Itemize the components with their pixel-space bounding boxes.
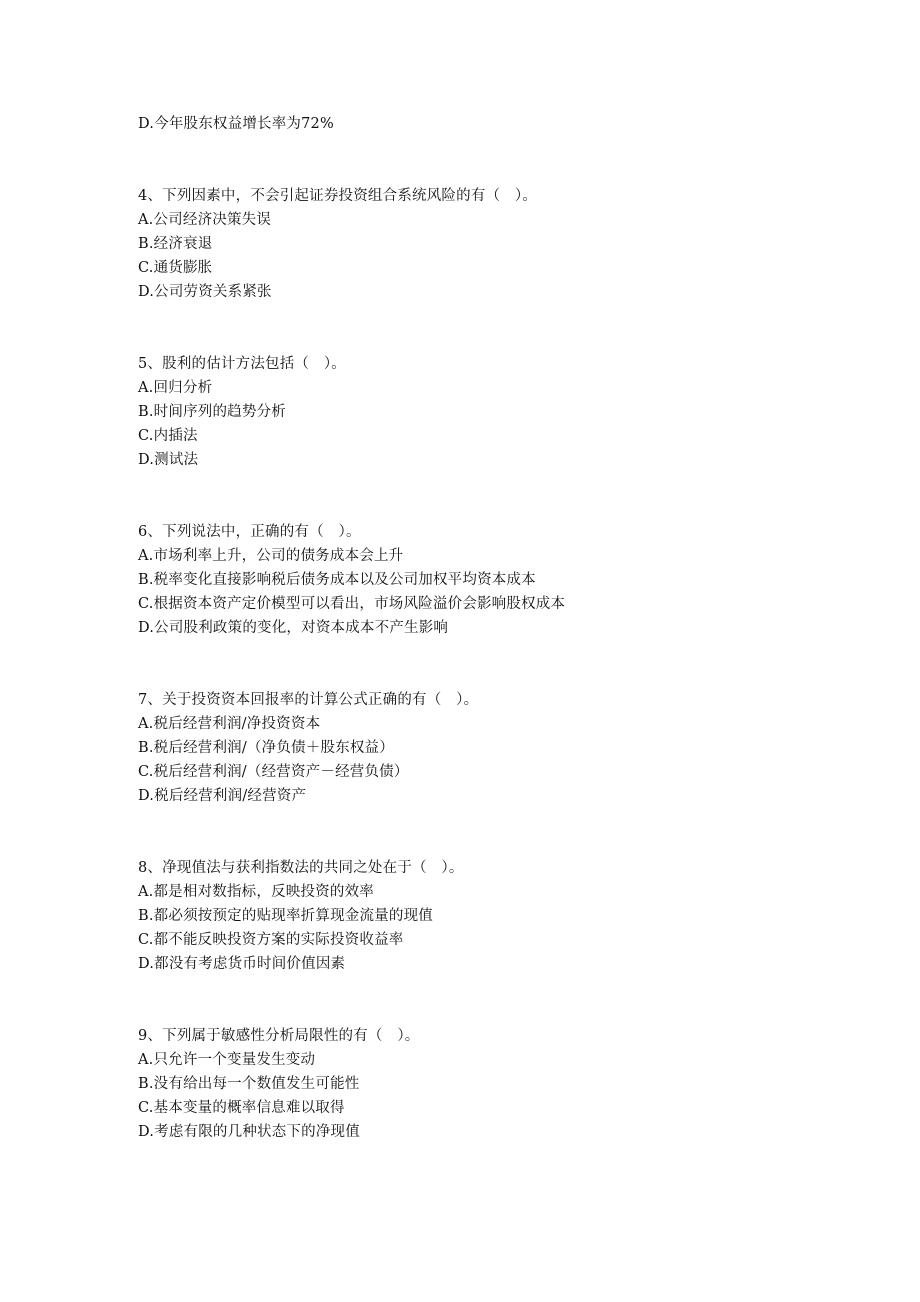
question-9 <box>138 1024 858 1144</box>
option-a: A.回归分析 <box>138 380 213 396</box>
option-b: B.都必须按预定的贴现率折算现金流量的现值 <box>138 908 433 924</box>
spacer <box>138 304 858 352</box>
option-c: C.根据资本资产定价模型可以看出，市场风险溢价会影响股权成本 <box>138 596 566 612</box>
option-b: B.经济衰退 <box>138 236 213 252</box>
question-6 <box>138 520 858 640</box>
option-d: D.公司股利政策的变化，对资本成本不产生影响 <box>138 620 449 636</box>
question-5 <box>138 352 858 472</box>
option-a: A.公司经济决策失误 <box>138 212 272 228</box>
option-d: D.都没有考虑货币时间价值因素 <box>138 956 346 972</box>
option-b: B.税率变化直接影响税后债务成本以及公司加权平均资本成本 <box>138 572 536 588</box>
option-b: B.税后经营利润/（净负债＋股东权益） <box>138 740 394 756</box>
document-content <box>138 112 858 1144</box>
option-d: D.税后经营利润/经营资产 <box>138 788 307 804</box>
option-a: A.只允许一个变量发生变动 <box>138 1052 316 1068</box>
question-7 <box>138 688 858 808</box>
option-b: B.没有给出每一个数值发生可能性 <box>138 1076 360 1092</box>
question-stem: 8、净现值法与获利指数法的共同之处在于（ ）。 <box>138 860 464 876</box>
option-c: C.通货膨胀 <box>138 260 213 276</box>
option-a: A.都是相对数指标，反映投资的效率 <box>138 884 374 900</box>
option-d: D.考虑有限的几种状态下的净现值 <box>138 1124 360 1140</box>
question-stem: 5、股利的估计方法包括（ ）。 <box>138 356 346 372</box>
option-d: D.测试法 <box>138 452 199 468</box>
option-c: C.税后经营利润/（经营资产－经营负债） <box>138 764 409 780</box>
spacer <box>138 136 858 184</box>
spacer <box>138 808 858 856</box>
option-b: B.时间序列的趋势分析 <box>138 404 286 420</box>
spacer <box>138 976 858 1024</box>
option-c: C.基本变量的概率信息难以取得 <box>138 1100 345 1116</box>
spacer <box>138 472 858 520</box>
option-c: C.内插法 <box>138 428 198 444</box>
question-8 <box>138 856 858 976</box>
question-4 <box>138 184 858 304</box>
option-a: A.税后经营利润/净投资资本 <box>138 716 321 732</box>
option-c: C.都不能反映投资方案的实际投资收益率 <box>138 932 404 948</box>
option-d: D.公司劳资关系紧张 <box>138 284 272 300</box>
option-a: A.市场利率上升，公司的债务成本会上升 <box>138 548 404 564</box>
leading-option-d: D.今年股东权益增长率为72% <box>138 116 334 132</box>
question-stem: 9、下列属于敏感性分析局限性的有（ ）。 <box>138 1028 420 1044</box>
question-stem: 7、关于投资资本回报率的计算公式正确的有（ ）。 <box>138 692 479 708</box>
question-stem: 6、下列说法中，正确的有（ ）。 <box>138 524 361 540</box>
spacer <box>138 640 858 688</box>
question-stem: 4、下列因素中，不会引起证券投资组合系统风险的有（ ）。 <box>138 188 538 204</box>
